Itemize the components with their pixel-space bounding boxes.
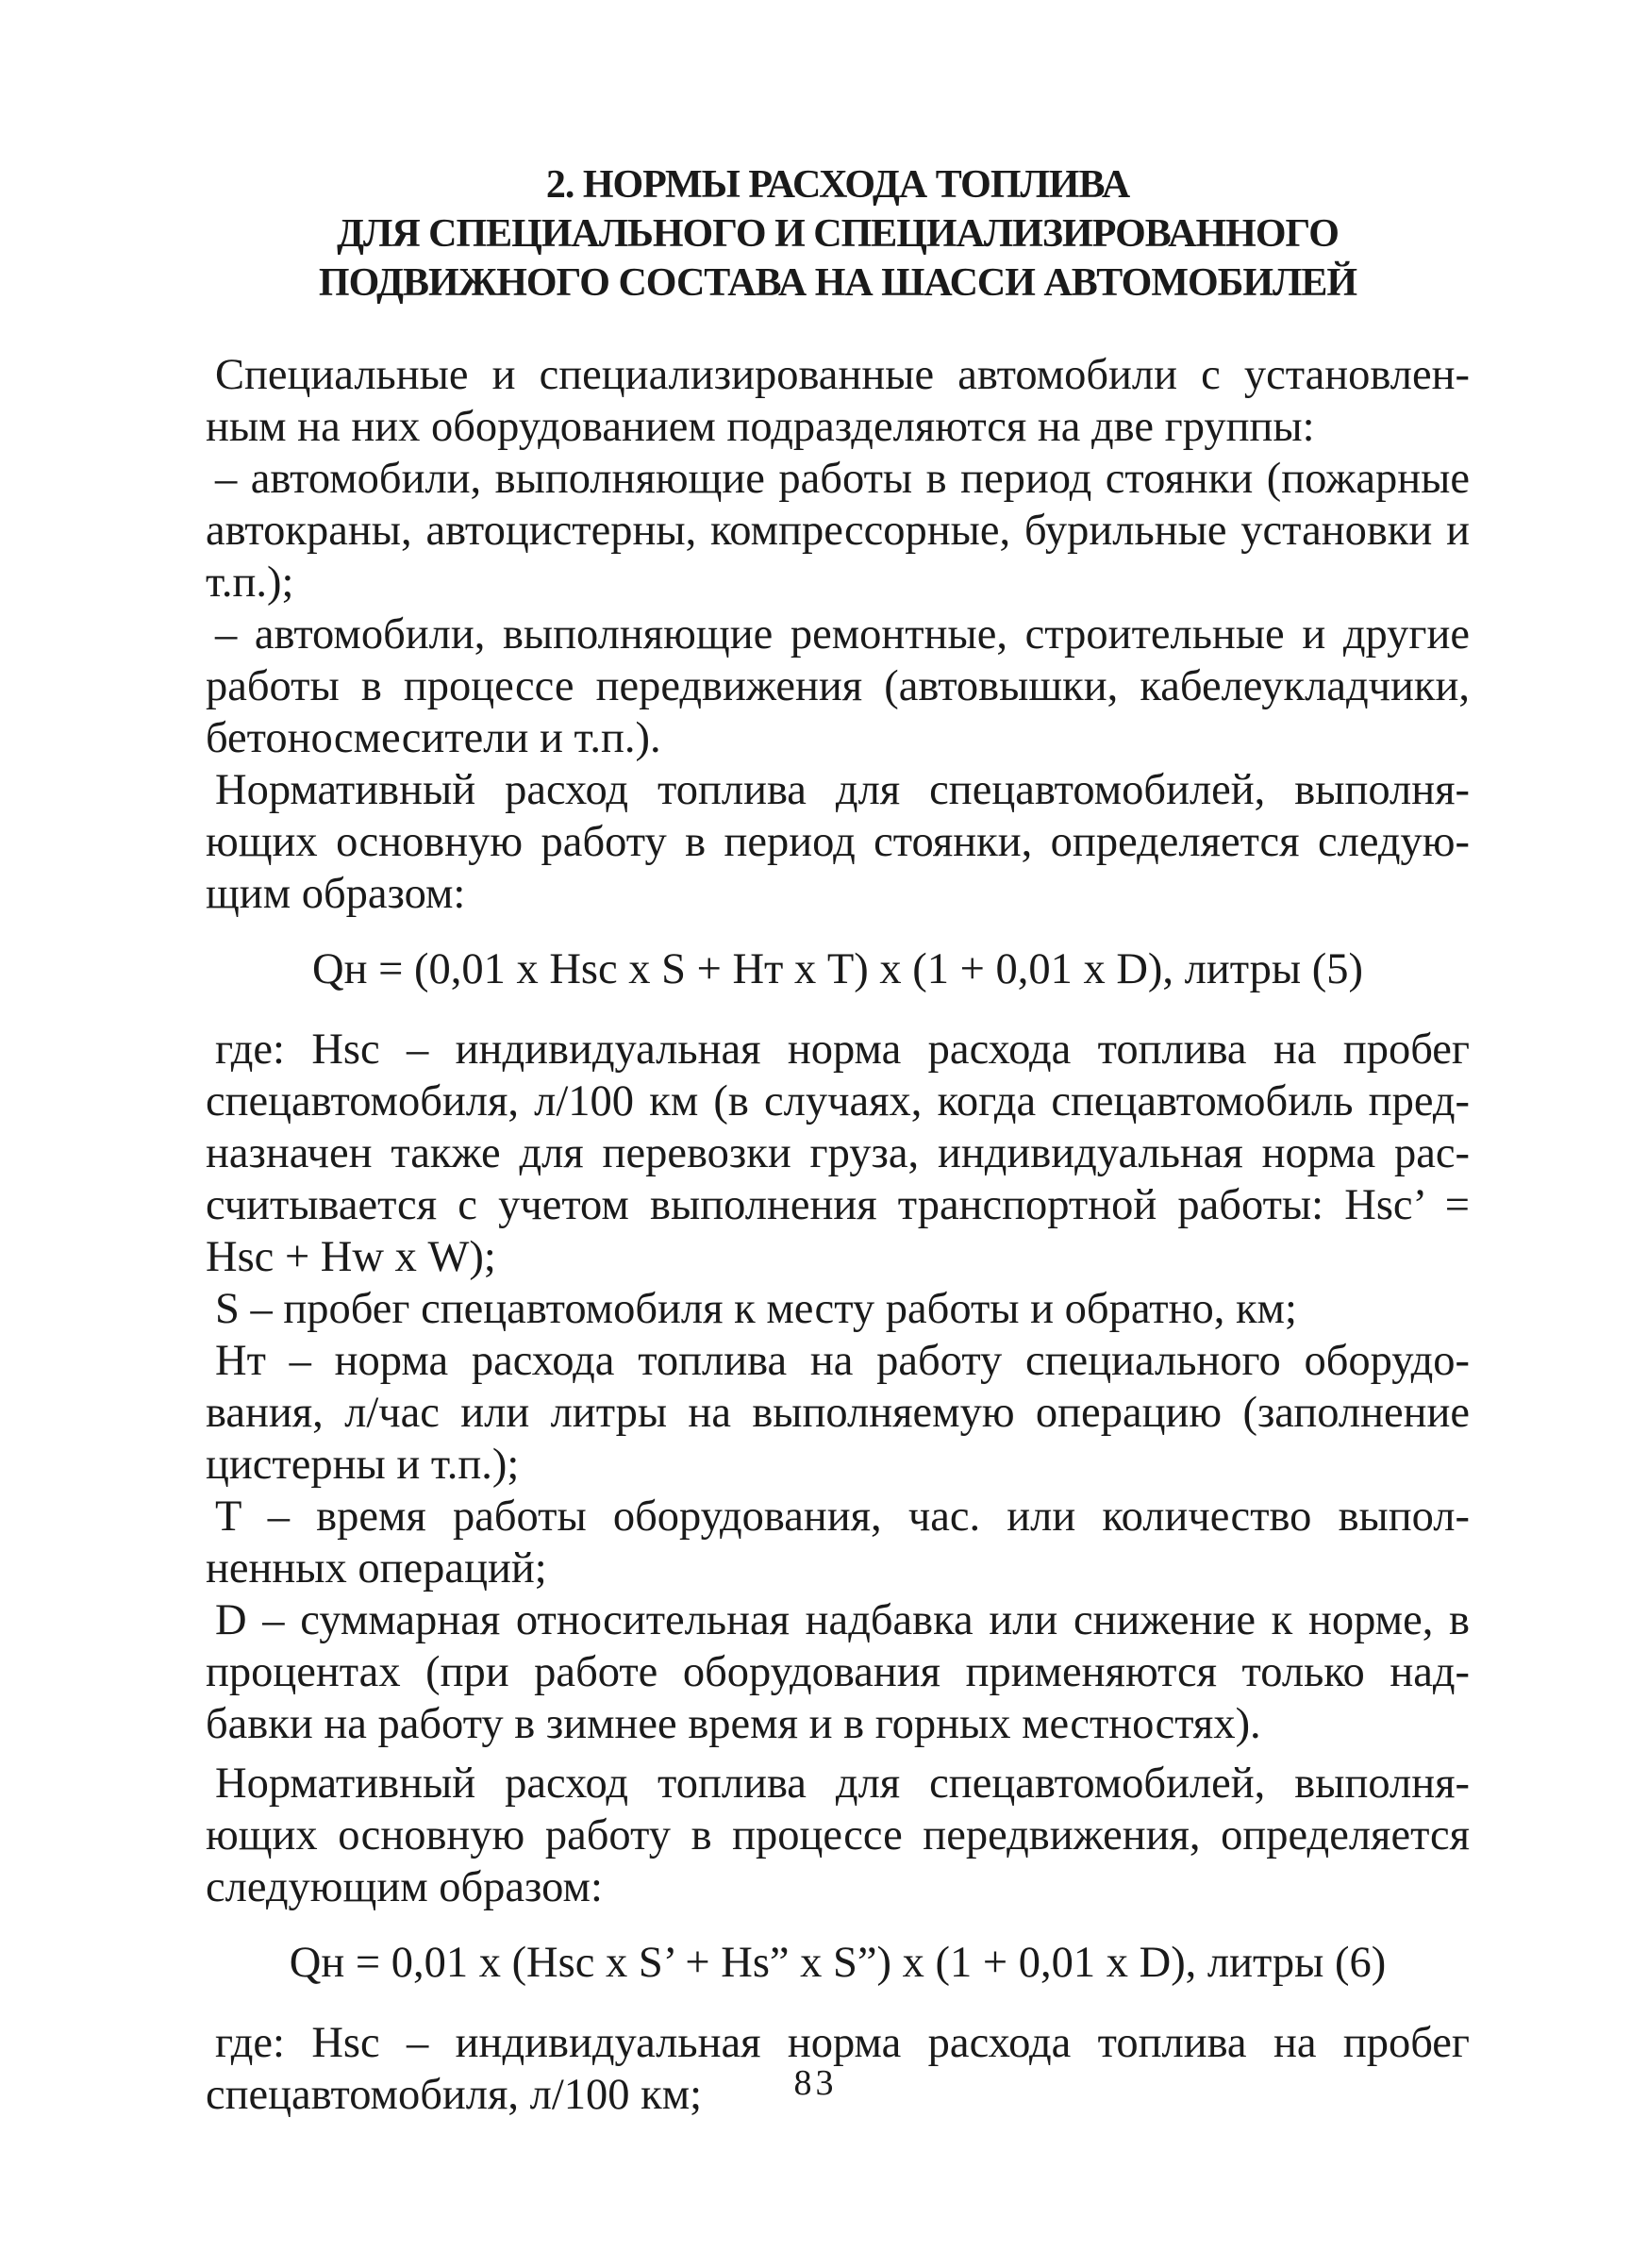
section-heading bbox=[206, 160, 1470, 308]
document-page bbox=[206, 160, 1470, 2121]
group-2-item: – автомобили, выполняющие ремонтные, строительные и другие работы в процессе передвижения (автовышки, кабелеукладчики, бетоносмесители и т.п.). bbox=[206, 610, 1470, 762]
definition-s: S – пробег спецавтомобиля к месту работы и обратно, км; bbox=[215, 1285, 1297, 1333]
definition-hsc-2: где: Hsc – индивидуальная норма расхода топлива на пробег спецавтомобиля, л/100 км; bbox=[206, 2019, 1470, 2119]
heading-line-1: 2. НОРМЫ РАСХОДА ТОПЛИВА bbox=[545, 163, 1130, 207]
definition-t: T – время работы оборудования, час. или количество выполненных операций; bbox=[206, 1493, 1470, 1593]
group-1-item: – автомобили, выполняющие работы в период стоянки (пожарные автокраны, автоцистерны, компрессорные, бурильные установки и т.п.); bbox=[206, 455, 1470, 607]
heading-line-2: ДЛЯ СПЕЦИАЛЬНОГО И СПЕЦИАЛИЗИРОВАННОГО bbox=[337, 212, 1339, 256]
intro-paragraph: Специальные и специализированные автомобили с установленным на них оборудованием подразделяются на две группы: bbox=[206, 351, 1470, 451]
heading-line-3: ПОДВИЖНОГО СОСТАВА НА ШАССИ АВТОМОБИЛЕЙ bbox=[318, 261, 1357, 305]
norm-2-intro: Нормативный расход топлива для спецавтомобилей, выполняющих основную работу в процессе передвижения, определяется следующим образом: bbox=[206, 1759, 1470, 1911]
page-number: 83 bbox=[793, 2063, 838, 2103]
formula-6: Qн = 0,01 х (Hsc х S’ + Hs” х S”) х (1 + 0,01 х D), литры (6) bbox=[289, 1939, 1387, 1987]
definition-d: D – суммарная относительная надбавка или снижение к норме, в процентах (при работе оборудования применяются только надбавки на работу в зимнее время и в горных местностях). bbox=[206, 1596, 1470, 1748]
body-text bbox=[206, 349, 1470, 2121]
norm-1-intro: Нормативный расход топлива для спецавтомобилей, выполняющих основную работу в период стоянки, определяется следующим образом: bbox=[206, 766, 1470, 918]
formula-5: Qн = (0,01 х Hsc х S + Hт х T) х (1 + 0,01 х D), литры (5) bbox=[312, 945, 1363, 993]
definition-hsc: где: Hsc – индивидуальная норма расхода топлива на пробег спецавтомобиля, л/100 км (в случаях, когда спецавтомобиль предназначен также для перевозки груза, индивидуальная норма рассчитывается с учетом выполнения транспортной работы: Hsc’ = Hsc + Hw х W); bbox=[206, 1026, 1470, 1281]
definition-ht: Hт – норма расхода топлива на работу специального оборудования, л/час или литры на выполняемую операцию (заполнение цистерны и т.п.); bbox=[206, 1337, 1470, 1489]
